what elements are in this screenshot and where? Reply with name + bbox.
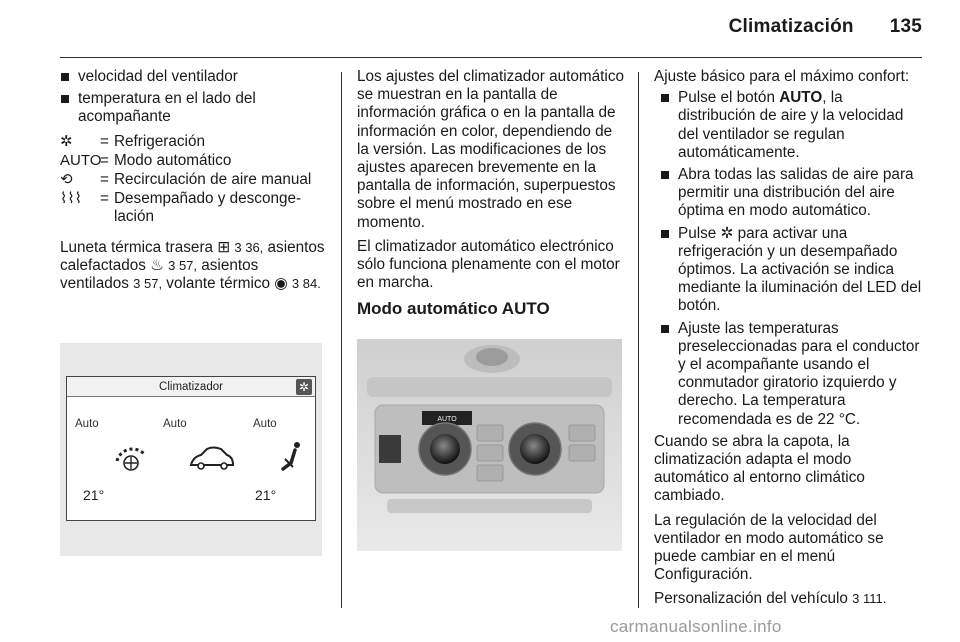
auto-keyword: AUTO — [779, 89, 823, 107]
heated-seat-icon: ♨ — [150, 256, 164, 274]
cross-reference-paragraph — [60, 239, 330, 294]
climate-control-panel-photo — [357, 339, 622, 551]
paragraph: Cuando se abra la capota, la climatización adapta el modo automático al entorno climático cambiado. — [654, 432, 865, 505]
paragraph — [654, 590, 924, 608]
seat-airflow-icon — [277, 437, 307, 477]
page-ref-link[interactable]: 3 84. — [291, 276, 321, 292]
text: para activar una refrigeración y un desempañado óptimos. La activación se indica mediante la iluminación del LED del botón. — [678, 224, 922, 315]
legend-description: Modo automático — [114, 151, 232, 169]
rear-window-heat-icon: ⊞ — [217, 238, 231, 256]
page-ref-link[interactable]: 3 36, — [234, 239, 264, 255]
equals-sign: = — [100, 151, 109, 169]
text: asientos calefactados — [60, 238, 325, 274]
snowflake-icon: ✲ — [60, 132, 73, 150]
text: , la distribución de aire y la velocidad del ventilador se regulan automáticamente. — [678, 89, 904, 161]
car-airflow-icon — [187, 437, 237, 477]
snowflake-icon: ✲ — [720, 224, 734, 242]
seat-auto-label: Auto — [253, 418, 277, 430]
column-1 — [60, 68, 330, 299]
column-divider — [638, 72, 639, 608]
legend-row — [60, 171, 330, 189]
temperature-right: 21° — [255, 487, 277, 503]
bullet-item: Ajuste las temperaturas preseleccionadas para el conductor y el acompañante usando el conmutador giratorio izquierdo y derecho. La temperatura recomendada es de 22 °C. — [660, 320, 924, 429]
text: asientos ventilados — [60, 256, 259, 293]
bullet-item — [660, 225, 924, 316]
control-panel-illustration — [357, 339, 622, 551]
fan-icon — [111, 437, 151, 477]
temperature-left: 21° — [83, 487, 105, 503]
text: Pulse — [678, 224, 721, 242]
recirculation-icon: ⟲ — [60, 171, 73, 189]
text: Personalización del vehículo — [654, 590, 853, 608]
text: volante térmico — [162, 275, 275, 293]
text: Pulse el botón — [678, 89, 780, 107]
legend-description: Refrigeración — [114, 132, 205, 150]
column-divider — [341, 72, 342, 608]
paragraph: Los ajustes del climatizador automático se muestran en la pantalla de información gráfica o en la pantalla de información en color, dependiendo de la versión. Las modificaciones de los ajustes aparecen brevemente en la pantalla de información, superpuestos sobre el menú mostrado en ese momento. — [357, 68, 624, 231]
equals-sign: = — [100, 190, 109, 208]
air-distribution-auto-label: Auto — [163, 418, 187, 430]
paragraph: Ajuste básico para el máximo confort: — [654, 68, 910, 85]
page-number: 135 — [889, 16, 922, 37]
page-ref-link[interactable]: 3 57, — [168, 257, 198, 273]
watermark: carmanualsonline.info — [610, 617, 782, 636]
defrost-icon: ⌇⌇⌇ — [60, 190, 82, 208]
page-header — [729, 16, 922, 38]
display-title: Climatizador — [67, 377, 315, 397]
chapter-title: Climatización — [728, 16, 854, 37]
bullet-item: temperatura en el lado del acompañante — [60, 90, 330, 126]
legend-row — [60, 190, 330, 226]
fan-settings-icon: ✲ — [296, 379, 312, 395]
legend-row — [60, 152, 330, 170]
paragraph: La regulación de la velocidad del ventilador en modo automático se puede cambiar en el menú Configuración. — [654, 511, 884, 584]
bullet-item: Abra todas las salidas de aire para permitir una distribución del aire óptima en modo automático. — [660, 166, 924, 221]
column-2 — [357, 68, 627, 329]
legend-row — [60, 133, 330, 151]
bullet-item — [660, 89, 924, 162]
text: Luneta térmica trasera — [60, 238, 218, 256]
symbol-legend — [60, 133, 330, 227]
auto-symbol: AUTO — [60, 151, 102, 169]
paragraph: El climatizador automático electrónico sólo funciona plenamente con el motor en marcha. — [357, 237, 620, 292]
bullet-item: velocidad del ventilador — [60, 68, 330, 86]
fan-auto-label: Auto — [75, 418, 99, 430]
auto-button-label: AUTO — [437, 416, 457, 423]
heated-wheel-icon: ◉ — [274, 275, 288, 293]
legend-description: Recirculación de aire manual — [114, 171, 312, 189]
page-ref-link[interactable]: 3 111. — [852, 591, 887, 607]
climate-display-screen — [66, 376, 316, 521]
column-3 — [654, 68, 924, 615]
equals-sign: = — [100, 171, 109, 189]
equals-sign: = — [100, 132, 109, 150]
header-rule — [60, 57, 922, 58]
page-ref-link[interactable]: 3 57, — [133, 276, 163, 292]
legend-description: Desempañado y descongelación — [114, 190, 302, 226]
section-heading: Modo automático AUTO — [357, 299, 550, 319]
climate-display-figure — [60, 343, 322, 556]
